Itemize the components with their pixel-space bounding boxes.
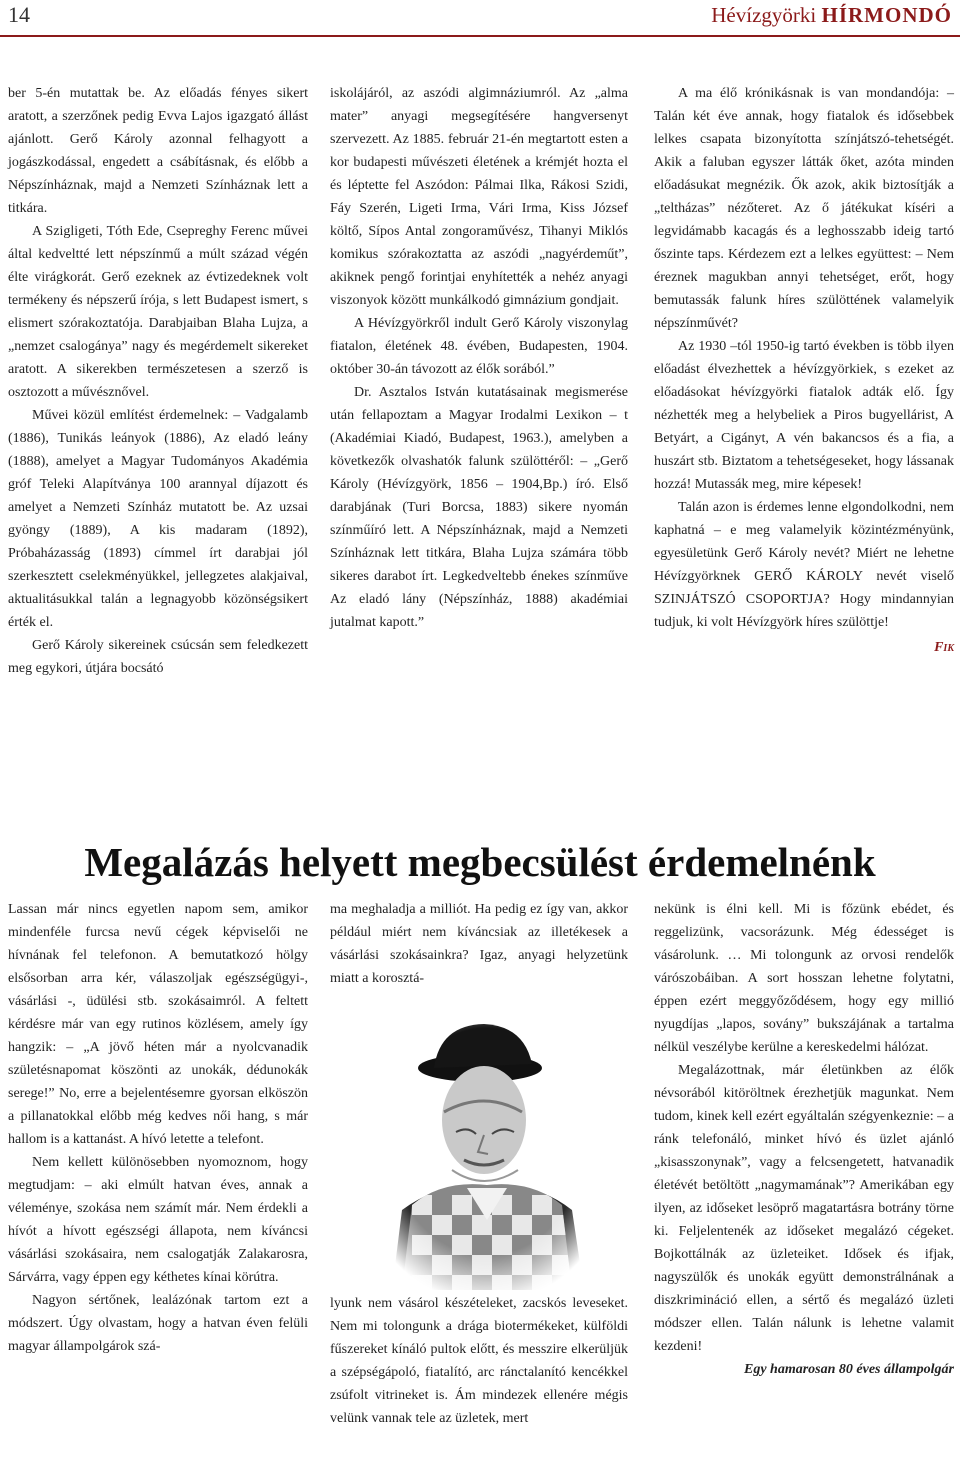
article2-column-3 <box>654 898 954 1381</box>
page-number: 14 <box>8 2 30 27</box>
author-signature: Egy hamarosan 80 éves állampolgár <box>743 1362 954 1377</box>
paragraph: nekünk is élni kell. Mi is főzünk ebédet, és reggelizünk, vacsorázunk. Még édességet is vásárolunk. … Mi tolongunk az orvosi rendelők várószobáiban. A sort hosszan lehetne folytatni, éppen ezért meggyőződésem, hogy egy millió nyugdíjas „lapos, sovány” bukszájának a tartalma nélkül veszélybe kerülne a kereskedelmi hálózat. <box>654 902 954 1055</box>
header-rule <box>0 35 960 37</box>
publication-title <box>711 3 952 28</box>
paragraph: Talán azon is érdemes lenne elgondolkodni, nem kaphatná – e meg valamelyik közintézményünk, egyesületünk Gerő Károly nevét? Miért ne lehetne Hévízgyörknek GERŐ KÁROLY nevét viselő SZINJÁTSZÓ CSOPORTJA? Hogy mindannyian tudjuk, ki volt Hévízgyörk híres szülöttje! <box>654 500 954 630</box>
article2-column-2-top <box>330 898 628 990</box>
article1-column-3 <box>654 82 954 659</box>
paragraph: Megalázottnak, már életünkben az élők névsorából kitöröltnek érezhetjük magunkat. Nem tudom, kinek kell ezért egyáltalán szégyenkeznie: – a ránk telefonáló, minket hívó és üzlet ajánló „kisasszonynak”, vagy a felcsengetett, hatvanadik életévét betöltött „nagymamának”? Amerikában egy ilyen, az időseket lesöprő magatartásra botrány törne ki. Feljelentenék az időseket megalázó cégeket. Bojkottálnák az üzleteiket. Idősek és ifjak, nagyszülők és unokák együtt demonstrálnának a diszkrimináció ellen, a sértő és megalázó üzleti módszer ellen. Talán nálunk is lehetne valamit kezdeni! <box>654 1063 954 1354</box>
paragraph: A Szigligeti, Tóth Ede, Csepreghy Ferenc művei által kedveltté lett népszínmű a múlt század végén élte virágkorát. Gerő ezeknek az évtizedeknek volt termékeny és népszerű írója, s lett Budapest ismert, s elismert szórakoztatója. Darabjaiban Blaha Lujza, a „nemzet csalogánya” nagy és megérdemelt sikereket aratott. A sikerekben természetesen a szerző is osztozott a művésznővel. <box>8 224 308 400</box>
paragraph: Dr. Asztalos István kutatásainak megismerése után fellapoztam a Magyar Irodalmi Lexikon – t (Akadémiai Kiadó, Budapest, 1963.), amelyben a következők olvashatók falunk szülöttéről: – „Gerő Károly (Hévízgyörk, 1856 – 1904,Bp.) író. Első darabjának (Turi Borcsa, 1883) sikere nyomán színműíró lett. A Népszínháznak, majd a Nemzeti Színháznak lett titkára, Blaha Lujza számára több sikeres darabot írt. Legkedveltebb énekes színműve Az eladó lány (Népszínház, 1888) akadémiai jutalmat kapott.” <box>330 385 628 630</box>
article1-column-2 <box>330 82 628 634</box>
paragraph: ber 5-én mutattak be. Az előadás fényes sikert aratott, a szerzőnek pedig Evva Lajos igazgató állást ajánlott. Gerő Károly azonnal felhagyott a jogászkodással, engedett a csábításnak, és előbb a Népszínháznak, majd a Nemzeti Színháznak lett a titkára. <box>8 86 308 216</box>
publication-prefix: Hévízgyörki <box>711 3 817 27</box>
paragraph: A ma élő krónikásnak is van mondandója: – Talán két éve annak, hogy fiatalok és idősebbek lelkes csapata bizonyította színjátszó-tehetségét. Akik a faluban egyszer látták őket, azóta minden előadásukat megnézik. Ők azok, akik biztosítják a „teltházas” nézőteret. Az ő játékukat kíséri a legvidámabb kacagás és a leghosszabb ideig tartó őszinte taps. Kérdezem ezt a lelkes együttest: – Nem éreznek magukban annyi tehetséget, erőt, hogy bemutassák falunk híres szülöttének valamelyik népszínművét? <box>654 86 954 331</box>
portrait-photo <box>372 1020 602 1290</box>
article2-column-2-bottom <box>330 1292 628 1430</box>
paragraph: Nagyon sértőnek, lealázónak tartom ezt a módszert. Úgy olvastam, hogy a hatvan éven felüli magyar állampolgárok szá- <box>8 1293 308 1354</box>
paragraph: Művei közül említést érdemelnek: – Vadgalamb (1886), Tunikás leányok (1886), Az eladó leány (1888), amelyet a Magyar Tudományos Akadémia gróf Teleki Alapítványa 100 arannyal díjazott és amelyet a Nemzeti Színház mutatott be. Az uzsai gyöngy (1889), A kis madaram (1892), Próbaházasság (1893) címmel írt darabjai jól szerkesztett cselekményükkel, jellegzetes alakjaival, aktualitásukkal talán a legnagyobb közönségsikert érték el. <box>8 408 308 630</box>
paragraph: Gerő Károly sikereinek csúcsán sem feledkezett meg egykori, útjára bocsátó <box>8 638 308 676</box>
paragraph: iskolájáról, az aszódi algimnáziumról. Az „alma mater” anyagi megsegítésére hangversenyt szervezett. Az 1885. február 21-én megtartott esten a kor budapesti művészeti életének a krémjét hozta el és léptette fel Aszódon: Pálmai Ilka, Rákosi Szidi, Fáy Szerén, Ligeti Irma, Vári Irma, Kiss József költő, Sípos Antal zongoraművész, Tihanyi Miklós komikus szórakoztatta az aszódi „nagyérdeműt”, akiknek pengő forintjai enyhítették a nehéz anyagi viszonyok között munkálkodó gimnázium gondjait. <box>330 86 628 308</box>
paragraph: Az 1930 –tól 1950-ig tartó években is több ilyen előadást élvezhettek a hévízgyörkiek, s ezeket az előadásokat hévízgyörki fiatalok adták elő. Így nézhették meg a helybeliek a Piros bugyellárist, A Betyárt, a Cigányt, A vén bakancsos és a fia, a huszárt stb. Biztatom a tehetségeseket, hogy lássanak hozzá! Mutassák meg, mire képesek! <box>654 339 954 492</box>
article2-column-1 <box>8 898 308 1358</box>
paragraph: Lassan már nincs egyetlen napom sem, amikor mindenféle furcsa nevű cégek képviselői ne hívnának fel telefonon. A bemutatkozó hölgy elsősorban arra kér, válaszoljak egészségügyi-, vásárlási -, üdülési stb. szokásaimról. A feltett kérdésre már van egy rutinos közlésem, amely így hangzik: – „A jövő héten már a nyolcvanadik születésnapomat köszönti az unokák, dédunokák serege!” No, erre a bejelentésemre gyorsan elköszön a pillanatokkal előbb még kedves női hang, s már hallom is a kattanást. A hívó letette a telefont. <box>8 902 308 1147</box>
paragraph: A Hévízgyörkről indult Gerő Károly viszonylag fiatalon, életének 48. évében, Budapesten, 1904. október 30-án távozott az élők sorából.” <box>330 316 628 377</box>
author-signature: Fik <box>934 640 954 655</box>
article2-headline: Megalázás helyett megbecsülést érdemelnénk <box>84 839 876 885</box>
paragraph: Nem kellett különösebben nyomoznom, hogy megtudjam: – aki elmúlt hatvan éves, annak a véleménye, szokása nem számít már. Nem érdekli a hívót a hívott egészségi állapota, nem kíváncsi vásárlási szokásaira, nem csalogatják Zalakarosra, Sárvárra, vagy éppen egy kéthetes kínai körútra. <box>8 1155 308 1285</box>
article1-column-1 <box>8 82 308 680</box>
publication-brand: HÍRMONDÓ <box>821 3 952 27</box>
paragraph: lyunk nem vásárol készételeket, zacskós leveseket. Nem mi tolongunk a drága biotermékeket, külföldi fűszereket kínáló pultok előtt, és messzire elkerüljük a szépségápoló, fiatalító, arc ránctalanító kencékkel zsúfolt vitrineket is. Ám mindezek ellenére mégis velünk vannak tele az üzletek, mert <box>330 1296 628 1426</box>
paragraph: ma meghaladja a milliót. Ha pedig ez így van, akkor például miért nem kíváncsiak az illetékesek a vásárlási szokásainkra? Igaz, anyagi helyzetünk miatt a korosztá- <box>330 902 628 986</box>
page-header <box>0 0 960 34</box>
